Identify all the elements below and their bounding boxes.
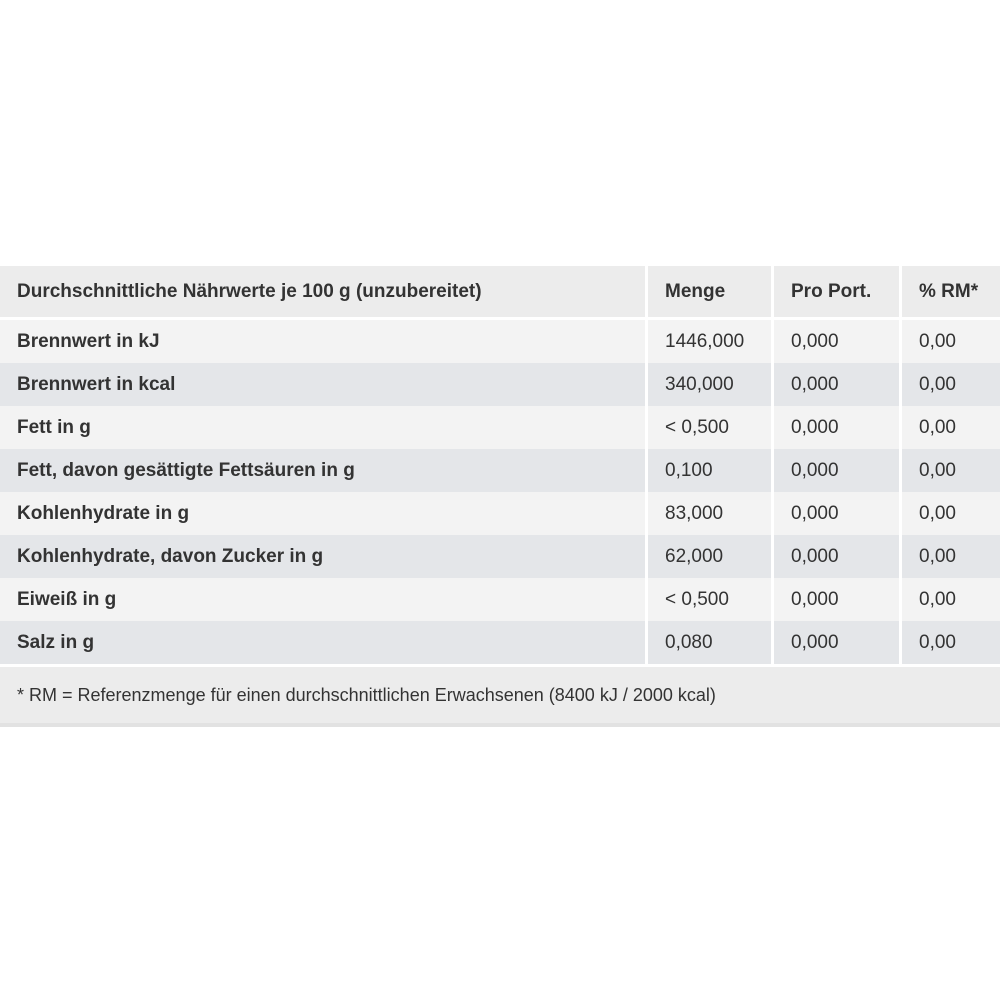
portion-cell: 0,000 xyxy=(774,406,902,449)
reference-percent-cell: 0,00 xyxy=(902,406,1000,449)
header-amount: Menge xyxy=(648,266,774,320)
reference-percent-cell: 0,00 xyxy=(902,363,1000,406)
table-row xyxy=(0,363,1000,406)
table-row xyxy=(0,449,1000,492)
table-row xyxy=(0,535,1000,578)
reference-percent-cell: 0,00 xyxy=(902,535,1000,578)
nutrient-label: Kohlenhydrate, davon Zucker in g xyxy=(0,535,648,578)
amount-cell: 340,000 xyxy=(648,363,774,406)
nutrient-label: Fett in g xyxy=(0,406,648,449)
amount-cell: 0,080 xyxy=(648,621,774,664)
nutrient-label: Brennwert in kJ xyxy=(0,320,648,363)
table-header-row xyxy=(0,266,1000,320)
portion-cell: 0,000 xyxy=(774,578,902,621)
table-row xyxy=(0,406,1000,449)
portion-cell: 0,000 xyxy=(774,535,902,578)
nutrient-label: Eiweiß in g xyxy=(0,578,648,621)
reference-percent-cell: 0,00 xyxy=(902,621,1000,664)
nutrient-label: Salz in g xyxy=(0,621,648,664)
portion-cell: 0,000 xyxy=(774,320,902,363)
amount-cell: < 0,500 xyxy=(648,578,774,621)
table-row xyxy=(0,621,1000,664)
nutrient-label: Kohlenhydrate in g xyxy=(0,492,648,535)
nutrition-table xyxy=(0,266,1000,664)
reference-percent-cell: 0,00 xyxy=(902,492,1000,535)
portion-cell: 0,000 xyxy=(774,621,902,664)
header-per-portion: Pro Port. xyxy=(774,266,902,320)
table-row xyxy=(0,578,1000,621)
table-row xyxy=(0,492,1000,535)
portion-cell: 0,000 xyxy=(774,363,902,406)
nutrient-label: Brennwert in kcal xyxy=(0,363,648,406)
amount-cell: 83,000 xyxy=(648,492,774,535)
reference-percent-cell: 0,00 xyxy=(902,320,1000,363)
reference-percent-cell: 0,00 xyxy=(902,449,1000,492)
nutrition-facts xyxy=(0,266,1000,727)
amount-cell: 62,000 xyxy=(648,535,774,578)
header-reference-percent: % RM* xyxy=(902,266,1000,320)
portion-cell: 0,000 xyxy=(774,449,902,492)
header-nutrient: Durchschnittliche Nährwerte je 100 g (unzubereitet) xyxy=(0,266,648,320)
table-row xyxy=(0,320,1000,363)
reference-percent-cell: 0,00 xyxy=(902,578,1000,621)
amount-cell: < 0,500 xyxy=(648,406,774,449)
amount-cell: 0,100 xyxy=(648,449,774,492)
nutrient-label: Fett, davon gesättigte Fettsäuren in g xyxy=(0,449,648,492)
footnote: * RM = Referenzmenge für einen durchschnittlichen Erwachsenen (8400 kJ / 2000 kcal) xyxy=(0,667,1000,727)
portion-cell: 0,000 xyxy=(774,492,902,535)
amount-cell: 1446,000 xyxy=(648,320,774,363)
